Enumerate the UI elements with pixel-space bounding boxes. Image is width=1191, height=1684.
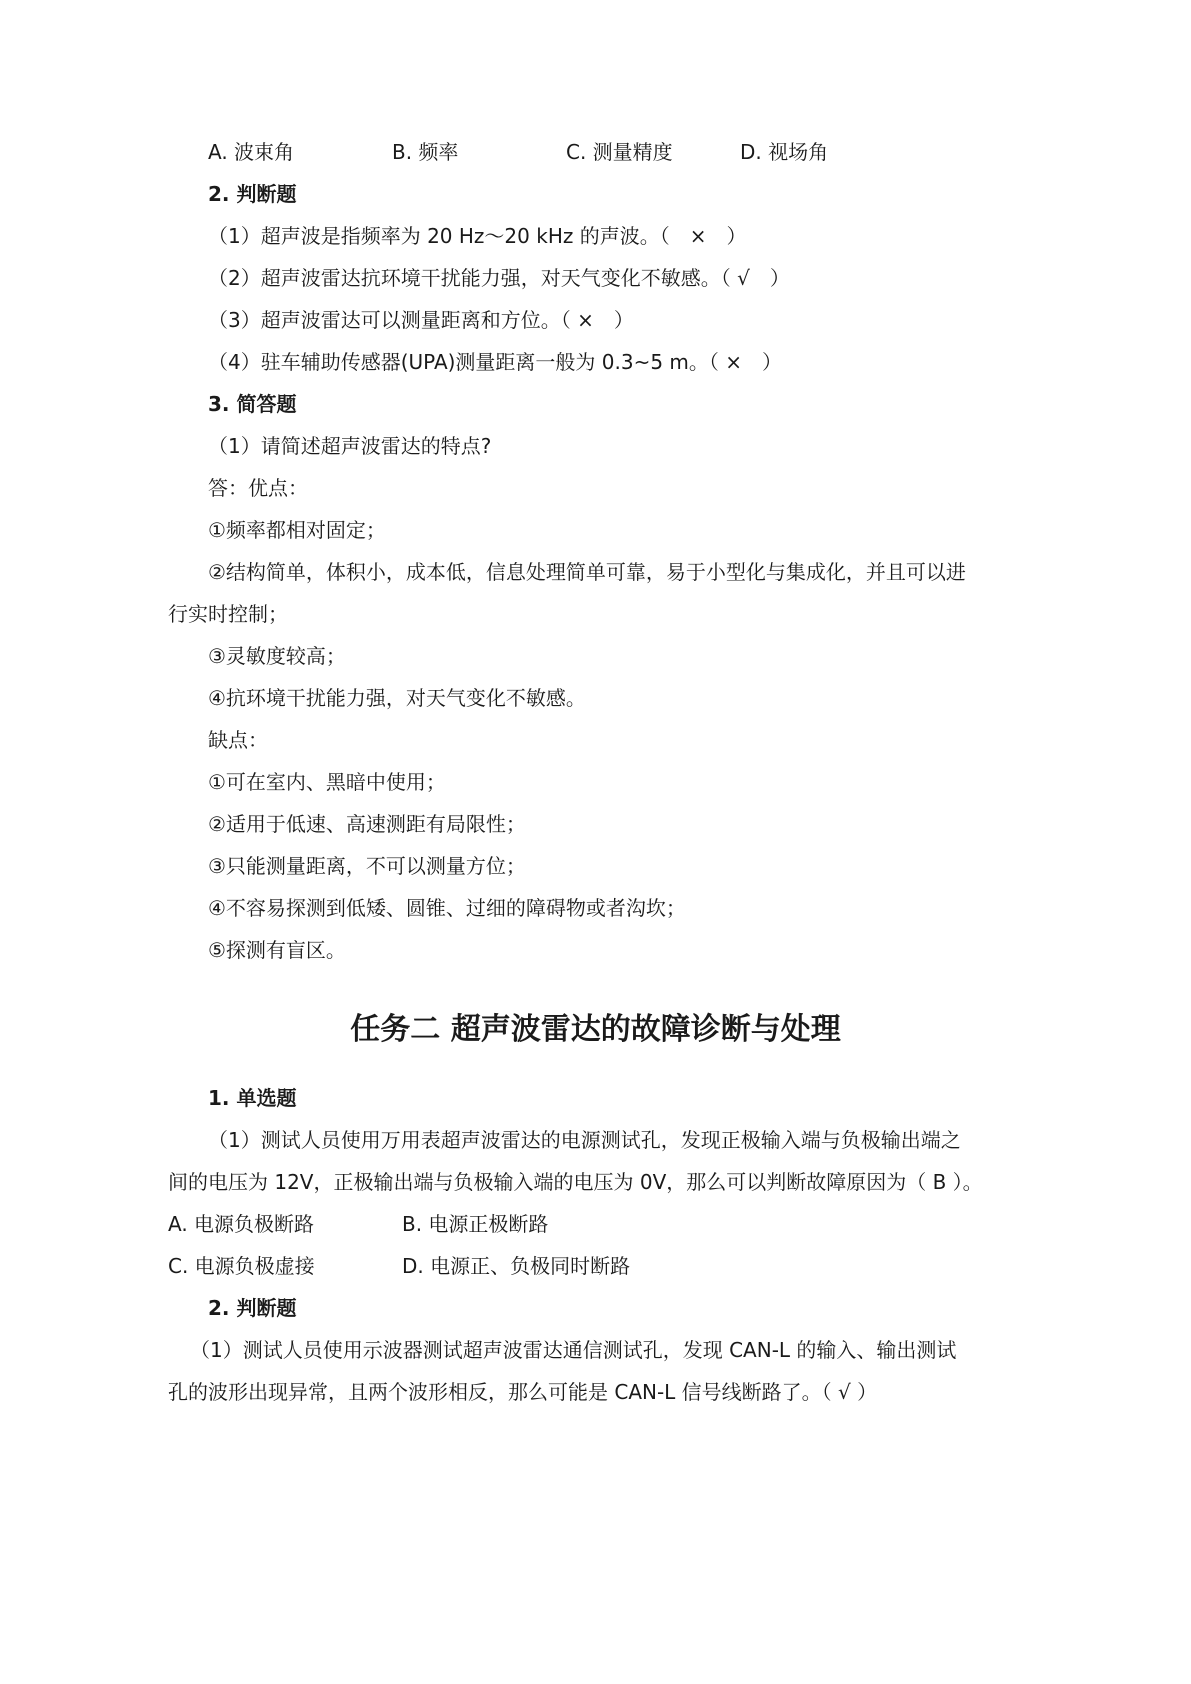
pro-item-3: ③灵敏度较高； [208, 644, 346, 668]
task2-option-c: C. 电源负极虚接 [168, 1254, 315, 1278]
task2-option-b: B. 电源正极断路 [402, 1212, 549, 1236]
task-title: 任务二 超声波雷达的故障诊断与处理 [350, 1012, 841, 1047]
task2-option-d: D. 电源正、负极同时断路 [402, 1254, 631, 1278]
task2-judge-line-1: （1）测试人员使用示波器测试超声波雷达通信测试孔，发现 CAN-L 的输入、输出测试 [190, 1338, 957, 1362]
pro-item-4: ④抗环境干扰能力强，对天气变化不敏感。 [208, 686, 586, 710]
short-answer-question: （1）请简述超声波雷达的特点? [208, 434, 492, 458]
pro-item-2: ②结构简单，体积小，成本低，信息处理简单可靠，易于小型化与集成化，并且可以进 [208, 560, 966, 584]
con-item-4: ④不容易探测到低矮、圆锥、过细的障碍物或者沟坎； [208, 896, 686, 920]
task2-option-a: A. 电源负极断路 [168, 1212, 315, 1236]
question-1-line-1: （1）测试人员使用万用表超声波雷达的电源测试孔，发现正极输入端与负极输出端之 [208, 1128, 961, 1152]
section-heading-judge: 2. 判断题 [208, 182, 297, 206]
question-1-line-2: 间的电压为 12V，正极输出端与负极输入端的电压为 0V，那么可以判断故障原因为（ B ）。 [168, 1170, 983, 1194]
con-item-1: ①可在室内、黑暗中使用； [208, 770, 446, 794]
con-item-5: ⑤探测有盲区。 [208, 938, 346, 962]
task2-judge-line-2: 孔的波形出现异常，且两个波形相反，那么可能是 CAN-L 信号线断路了。（ √ ） [168, 1380, 878, 1404]
option-c: C. 测量精度 [566, 140, 673, 164]
cons-label: 缺点： [208, 728, 268, 752]
task2-section-heading-judge: 2. 判断题 [208, 1296, 297, 1320]
pro-item-1: ①频率都相对固定； [208, 518, 386, 542]
judge-item-1: （1）超声波是指频率为 20 Hz～20 kHz 的声波。（ × ） [208, 224, 747, 248]
option-b: B. 频率 [392, 140, 459, 164]
con-item-3: ③只能测量距离，不可以测量方位； [208, 854, 526, 878]
judge-item-2: （2）超声波雷达抗环境干扰能力强，对天气变化不敏感。（ √ ） [208, 266, 790, 290]
section-heading-short-answer: 3. 简答题 [208, 392, 297, 416]
judge-item-3: （3）超声波雷达可以测量距离和方位。（ × ） [208, 308, 634, 332]
pro-item-2-cont: 行实时控制； [168, 602, 288, 626]
option-d: D. 视场角 [740, 140, 829, 164]
answer-label: 答：优点： [208, 476, 308, 500]
option-a: A. 波束角 [208, 140, 295, 164]
judge-item-4: （4）驻车辅助传感器(UPA)测量距离一般为 0.3~5 m。（ × ） [208, 350, 783, 374]
section-heading-single-choice: 1. 单选题 [208, 1086, 297, 1110]
con-item-2: ②适用于低速、高速测距有局限性； [208, 812, 526, 836]
